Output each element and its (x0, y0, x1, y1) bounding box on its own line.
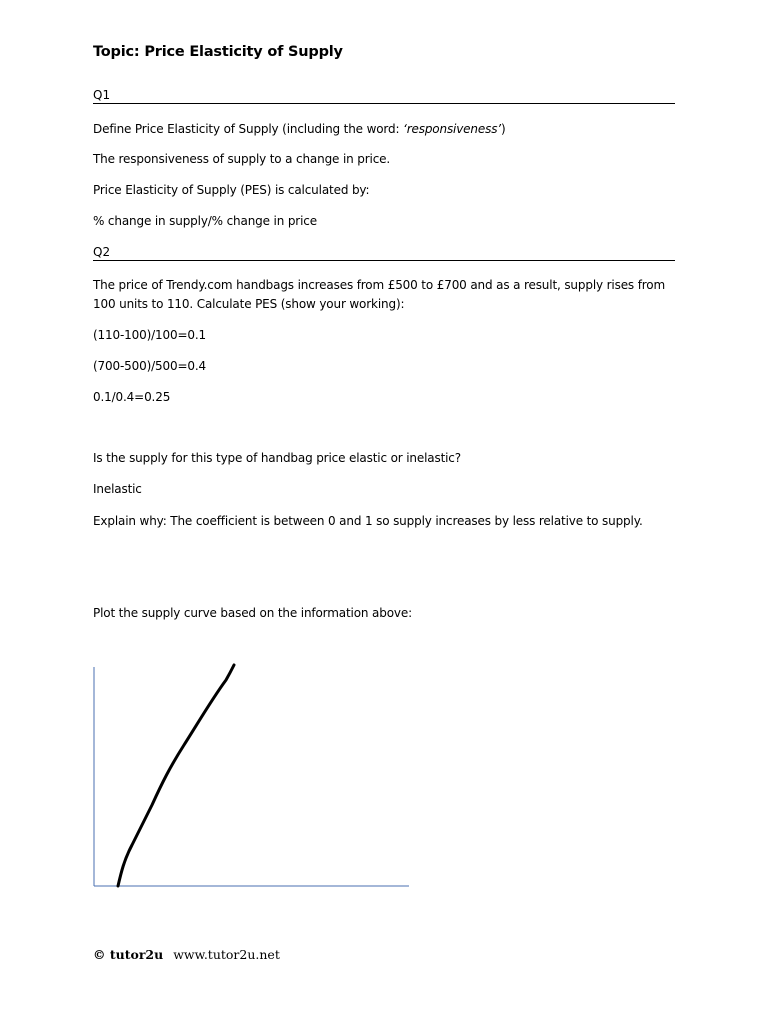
q1-heading: Q1 (93, 88, 675, 104)
q1-calc-intro: Price Elasticity of Supply (PES) is calculated by: (93, 183, 370, 197)
q1-prompt-end: ) (500, 122, 506, 136)
q1-prompt (93, 122, 506, 136)
page-title: Topic: Price Elasticity of Supply (93, 44, 343, 60)
q2-plot-prompt: Plot the supply curve based on the information above: (93, 606, 412, 620)
q2-working-step-1: (110-100)/100=0.1 (93, 328, 207, 342)
q2-elastic-answer: Inelastic (93, 482, 142, 496)
q1-answer: The responsiveness of supply to a change in price. (93, 152, 391, 166)
q1-formula: % change in supply/% change in price (93, 214, 317, 228)
q2-question: The price of Trendy.com handbags increases from £500 to £700 and as a result, supply rises from 100 units to 110. Calculate PES (show your working): (93, 278, 666, 311)
q2-elastic-question: Is the supply for this type of handbag price elastic or inelastic? (93, 451, 461, 465)
q2-explanation: Explain why: The coefficient is between 0 and 1 so supply increases by less relative to supply. (93, 514, 643, 528)
supply-curve-line (118, 665, 234, 886)
supply-curve-graph (80, 655, 420, 895)
q1-prompt-word: ‘responsiveness’ (403, 122, 501, 136)
q2-working-step-2: (700-500)/500=0.4 (93, 359, 207, 373)
footer-url: www.tutor2u.net (173, 947, 280, 962)
q2-working-step-3: 0.1/0.4=0.25 (93, 390, 171, 404)
q1-prompt-start: Define Price Elasticity of Supply (including the word: (93, 122, 404, 136)
footer (93, 947, 280, 962)
q2-heading: Q2 (93, 245, 675, 261)
footer-brand: © tutor2u (93, 947, 164, 962)
